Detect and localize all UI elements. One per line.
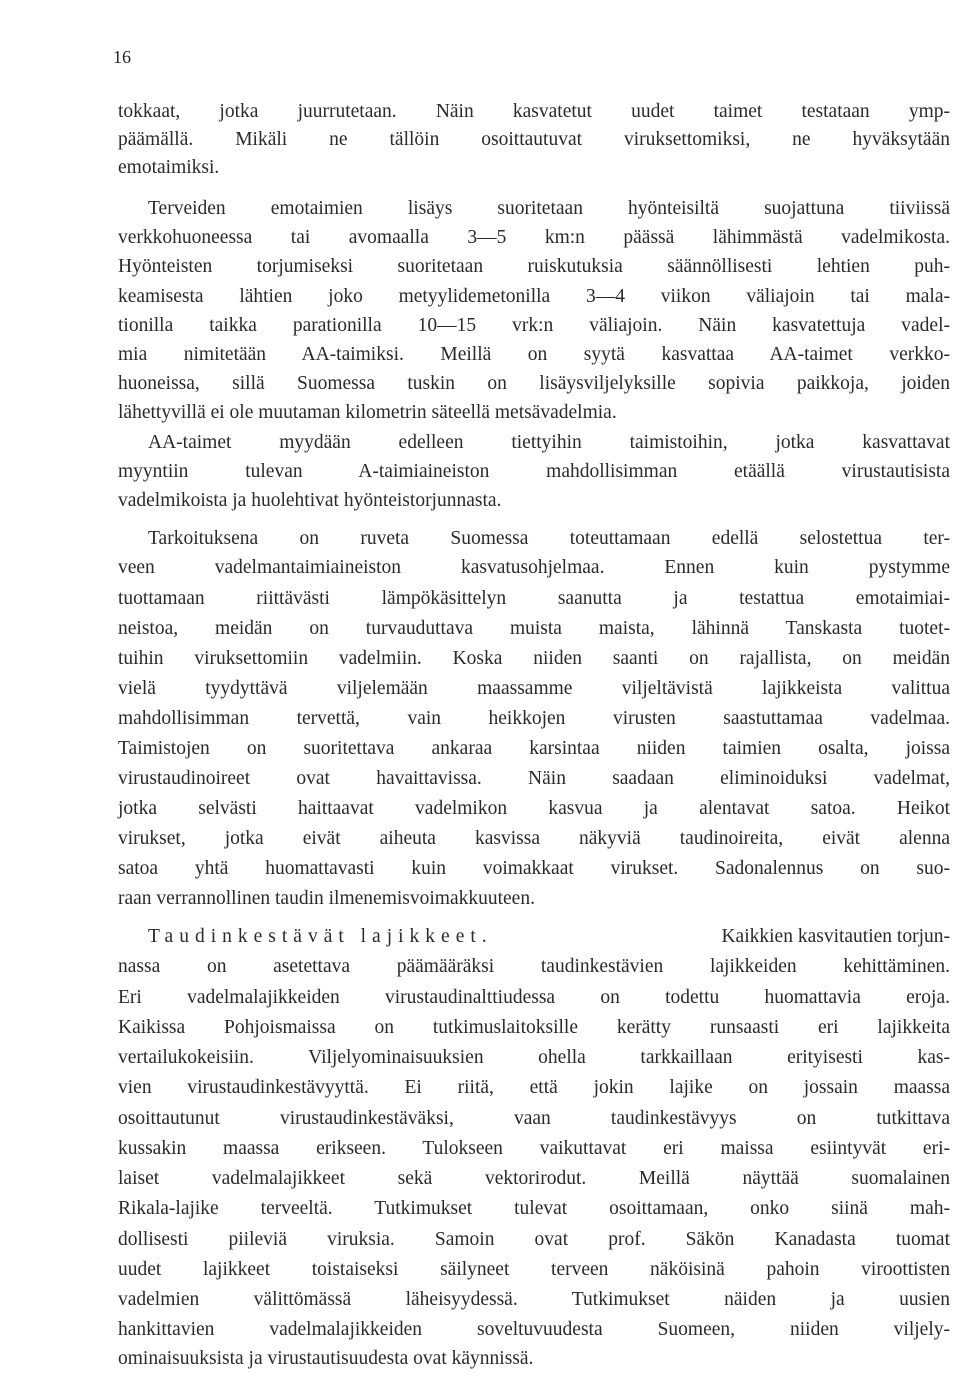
- text-line: lähettyvillä ei ole muutaman kilometrin säteellä metsävadelmia.: [118, 402, 617, 423]
- text-line: huoneissa, sillä Suomessa tuskin on lisäysviljelyksille sopivia paikkoja, joiden: [118, 373, 950, 394]
- text-line: virukset, jotka eivät aiheuta kasvissa näkyviä taudinoireita, eivät alenna: [118, 828, 950, 849]
- text-line: uudet lajikkeet toistaiseksi säilyneet terveen näköisinä pahoin viroottisten: [118, 1259, 950, 1280]
- text-line: virustaudinoireet ovat havaittavissa. Näin saadaan eliminoiduksi vadelmat,: [118, 768, 950, 789]
- text-line: hankittavien vadelmalajikkeiden soveltuvuudesta Suomeen, niiden viljely-: [118, 1319, 950, 1340]
- text-line: Rikala-lajike terveeltä. Tutkimukset tulevat osoittamaan, onko siinä mah-: [118, 1198, 950, 1219]
- text-line: vertailukokeisiin. Viljelyominaisuuksien ohella tarkkaillaan erityisesti kas-: [118, 1047, 950, 1068]
- section-paragraph-first-line: [148, 925, 950, 949]
- text-line: vadelmikoista ja huolehtivat hyönteistorjunnasta.: [118, 490, 502, 511]
- text-line: Terveiden emotaimien lisäys suoritetaan hyönteisiltä suojattuna tiiviissä: [148, 198, 950, 219]
- text-line: neistoa, meidän on turvauduttava muista maista, lähinnä Tanskasta tuotet-: [118, 618, 950, 639]
- page-number: 16: [113, 47, 131, 67]
- text-line: verkkohuoneessa tai avomaalla 3—5 km:n päässä lähimmästä vadelmikosta.: [118, 227, 950, 248]
- text-line: emotaimiksi.: [118, 157, 220, 178]
- section-heading: Taudinkestävät lajikkeet.: [148, 926, 493, 947]
- text-line: tuihin viruksettomiin vadelmiin. Koska niiden saanti on rajallista, on meidän: [118, 648, 950, 669]
- text-line: Taimistojen on suoritettava ankaraa karsintaa niiden taimien osalta, joissa: [118, 738, 950, 759]
- text-line: Kaikissa Pohjoismaissa on tutkimuslaitoksille kerätty runsaasti eri lajikkeita: [118, 1017, 950, 1038]
- text-line: ominaisuuksista ja virustautisuudesta ovat käynnissä.: [118, 1348, 534, 1369]
- text-line: myyntiin tulevan A-taimiaineiston mahdollisimman etäällä virustautisista: [118, 461, 950, 482]
- text-line: tionilla taikka parationilla 10—15 vrk:n väliajoin. Näin kasvatettuja vadel-: [118, 315, 950, 336]
- text-line: vadelmien välittömässä läheisyydessä. Tutkimukset näiden ja uusien: [118, 1289, 950, 1310]
- text-line: Kaikkien kasvitautien torjun-: [721, 926, 950, 947]
- text-line: osoittautunut virustaudinkestäväksi, vaan taudinkestävyys on tutkittava: [118, 1108, 950, 1129]
- text-line: satoa yhtä huomattavasti kuin voimakkaat virukset. Sadonalennus on suo-: [118, 858, 950, 879]
- text-line: vien virustaudinkestävyyttä. Ei riitä, että jokin lajike on jossain maassa: [118, 1077, 950, 1098]
- text-line: päämällä. Mikäli ne tällöin osoittautuvat viruksettomiksi, ne hyväksytään: [118, 129, 950, 150]
- text-line: dollisesti piileviä viruksia. Samoin ovat prof. Säkön Kanadasta tuomat: [118, 1229, 950, 1250]
- text-line: AA-taimet myydään edelleen tiettyihin taimistoihin, jotka kasvattavat: [148, 432, 950, 453]
- text-line: veen vadelmantaimiaineiston kasvatusohjelmaa. Ennen kuin pystymme: [118, 557, 950, 578]
- text-line: mahdollisimman tervettä, vain heikkojen virusten saastuttamaa vadelmaa.: [118, 708, 950, 729]
- text-line: Hyönteisten torjumiseksi suoritetaan ruiskutuksia säännöllisesti lehtien puh-: [118, 256, 950, 277]
- text-line: vielä tyydyttävä viljelemään maassamme viljeltävistä lajikkeista valittua: [118, 678, 950, 699]
- text-line: mia nimitetään AA-taimiksi. Meillä on syytä kasvattaa AA-taimet verkko-: [118, 344, 950, 365]
- text-line: tuottamaan riittävästi lämpökäsittelyn saanutta ja testattua emotaimiai-: [118, 588, 950, 609]
- text-line: raan verrannollinen taudin ilmenemisvoimakkuuteen.: [118, 888, 535, 909]
- text-line: jotka selvästi haittaavat vadelmikon kasvua ja alentavat satoa. Heikot: [118, 798, 950, 819]
- text-line: Tarkoituksena on ruveta Suomessa toteuttamaan edellä selostettua ter-: [148, 528, 950, 549]
- text-line: nassa on asetettava päämääräksi taudinkestävien lajikkeiden kehittäminen.: [118, 956, 950, 977]
- text-line: Eri vadelmalajikkeiden virustaudinalttiudessa on todettu huomattavia eroja.: [118, 987, 950, 1008]
- text-line: keamisesta lähtien joko metyylidemetonilla 3—4 viikon väliajoin tai mala-: [118, 286, 950, 307]
- text-line: kussakin maassa erikseen. Tulokseen vaikuttavat eri maissa esiintyvät eri-: [118, 1138, 950, 1159]
- text-line: laiset vadelmalajikkeet sekä vektorirodut. Meillä näyttää suomalainen: [118, 1168, 950, 1189]
- text-line: tokkaat, jotka juurrutetaan. Näin kasvatetut uudet taimet testataan ymp-: [118, 101, 950, 122]
